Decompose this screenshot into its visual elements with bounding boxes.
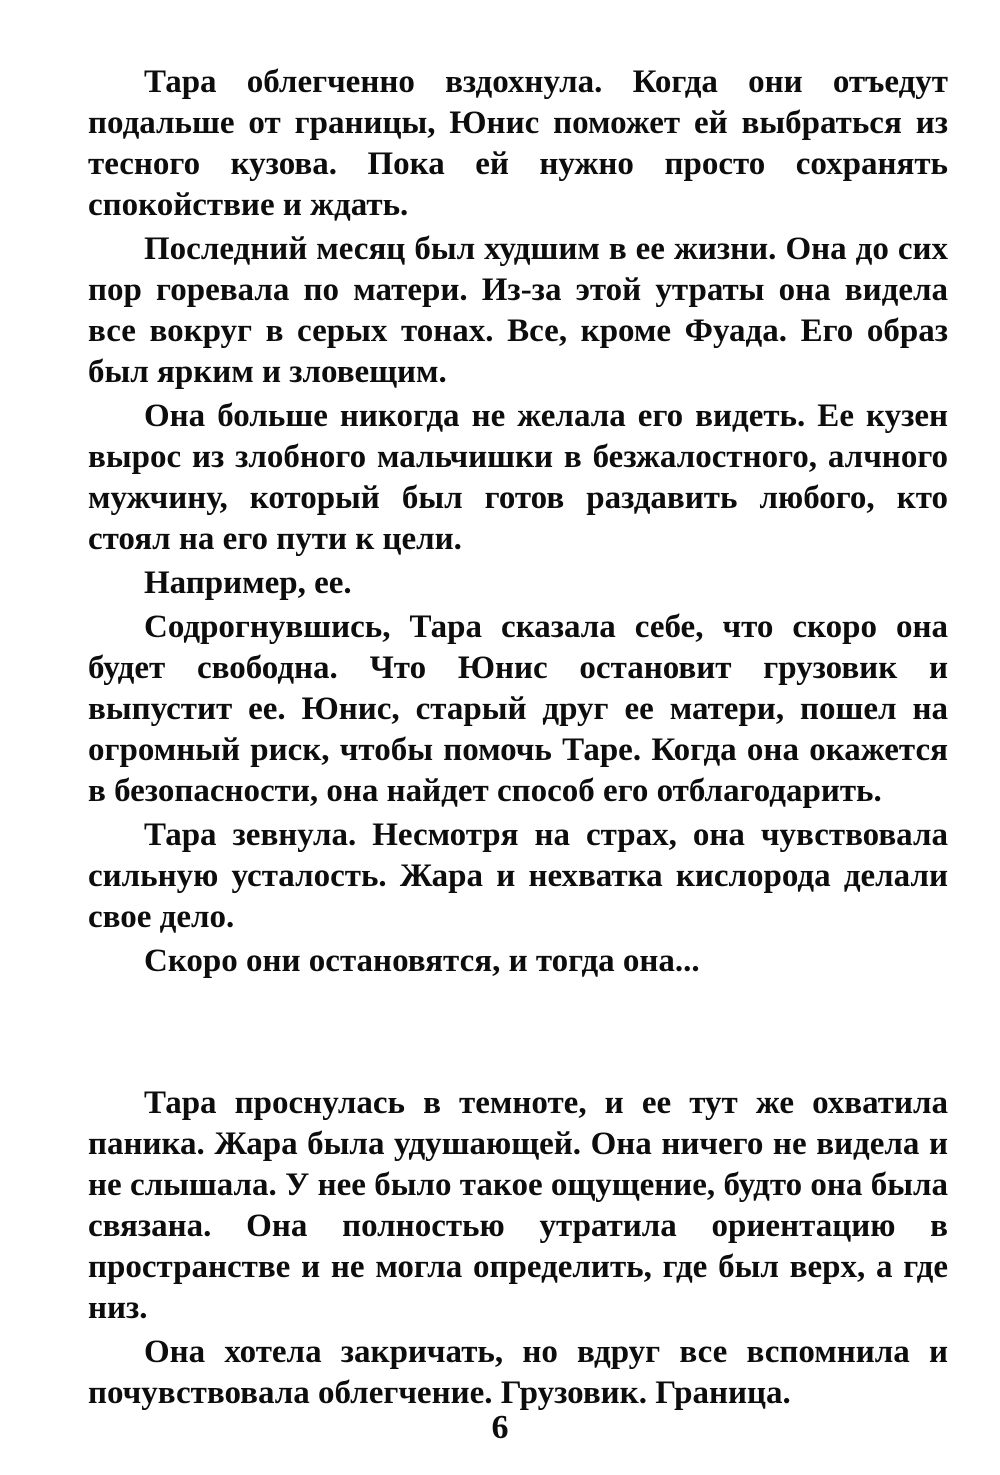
paragraph: Например, ее. [144, 565, 352, 601]
paragraph: Содрогнувшись, Тара сказала себе, что скоро она будет свободна. Что Юнис остановит грузовик и выпустит ее. Юнис, старый друг ее матери, пошел на огромный риск, чтобы помочь Таре. Когда она окажется в безопасности, она найдет способ его отблагодарить. [88, 609, 948, 809]
paragraph: Она больше никогда не желала его видеть. Ее кузен вырос из злобного мальчишки в безжалостного, алчного мужчину, который был готов раздавить любого, кто стоял на его пути к цели. [88, 398, 948, 557]
paragraph: Тара зевнула. Несмотря на страх, она чувствовала сильную усталость. Жара и нехватка кислорода делали свое дело. [88, 817, 948, 935]
paragraph: Последний месяц был худшим в ее жизни. Она до сих пор горевала по матери. Из-за этой утраты она видела все вокруг в серых тонах. Все, кроме Фуада. Его образ был ярким и зловещим. [88, 231, 948, 390]
text-section-2 [88, 1083, 948, 1414]
paragraph: Тара облегченно вздохнула. Когда они отъедут подальше от границы, Юнис поможет ей выбраться из тесного кузова. Пока ей нужно просто сохранять спокойствие и ждать. [88, 64, 948, 223]
paragraph: Тара проснулась в темноте, и ее тут же охватила паника. Жара была удушающей. Она ничего не видела и не слышала. У нее было такое ощущение, будто она была связана. Она полностью утратила ориентацию в пространстве и не могла определить, где был верх, а где низ. [88, 1085, 948, 1326]
page-number: 6 [491, 1409, 509, 1446]
text-section-1 [88, 62, 948, 982]
paragraph: Она хотела закричать, но вдруг все вспомнила и почувствовала облегчение. Грузовик. Граница. [88, 1334, 948, 1411]
paragraph: Скоро они остановятся, и тогда она... [144, 943, 700, 979]
